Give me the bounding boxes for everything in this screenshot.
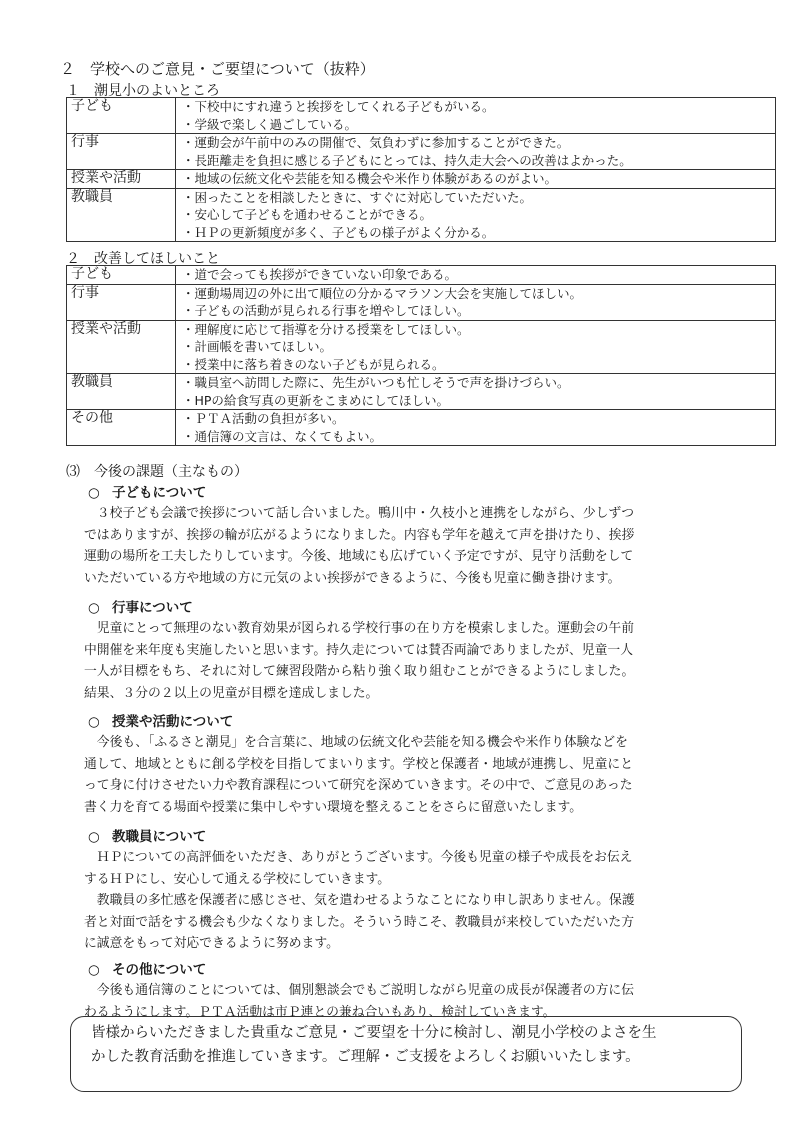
items-cell	[176, 410, 776, 446]
task-section-body	[84, 732, 774, 818]
task-section-title: 授業や活動について	[112, 714, 234, 730]
table-row	[67, 320, 776, 374]
task-section-body	[84, 503, 774, 589]
tasks-title: ⑶ 今後の課題（主なもの）	[66, 464, 248, 480]
task-section-heading	[88, 481, 774, 501]
circle-bullet-icon: ○	[88, 600, 100, 616]
items-cell	[176, 320, 776, 374]
table-row	[67, 188, 776, 242]
items-cell	[176, 134, 776, 170]
task-section	[84, 481, 774, 589]
list-item: ・子どもの活動が見られる行事を増やしてほしい。	[182, 303, 470, 318]
task-section-body	[84, 847, 774, 955]
body-line: 中開催を来年度も実施したいと思います。持久走については賛否両論でありましたが、児童一人	[84, 642, 633, 658]
circle-bullet-icon: ○	[88, 829, 100, 845]
body-line: に誠意をもって対応できるように努めます。	[84, 936, 339, 951]
body-line: 一人が目標をもち、それに対して練習段階から粘り強く取り組むことができるようにしました。	[84, 664, 635, 679]
body-line: 結果、３分の２以上の児童が目標を達成しました。	[84, 685, 379, 701]
table-row	[67, 134, 776, 170]
list-item: ・運動会が午前中のみの開催で、気負わずに参加することができた。	[182, 135, 570, 150]
category-cell: 授業や活動	[67, 320, 176, 374]
body-line: ＨＰについての高評価をいただき、ありがとうございます。今後も児童の様子や成長をお伝え	[84, 850, 633, 865]
task-section	[84, 825, 774, 955]
body-line: するＨＰにし、安心して通える学校にしていきます。	[84, 871, 391, 887]
list-item: ・下校中にすれ違うと挨拶をしてくれる子どもがいる。	[182, 99, 495, 114]
category-cell: 授業や活動	[67, 170, 176, 189]
table-row	[67, 98, 776, 134]
category-cell: 子ども	[67, 98, 176, 134]
list-item: ・安心して子どもを通わせることができる。	[182, 207, 433, 222]
main-heading: ２ 学校へのご意見・ご要望について（抜粋）	[60, 60, 375, 78]
good-points-title: １ 潮見小のよいところ	[66, 83, 220, 99]
body-line: 今後も通信簿のことについては、個別懇談会でもご説明しながら児童の成長が保護者の方に伝	[84, 983, 635, 998]
closing-line: 皆様からいただきました貴重なご意見・ご要望を十分に検討し、潮見小学校のよさを生	[91, 1025, 657, 1041]
list-item: ・HPの給食写真の更新をこまめにしてほしい。	[182, 392, 449, 408]
list-item: ・ＨＰの更新頻度が多く、子どもの様子がよく分かる。	[182, 224, 495, 240]
list-item: ・困ったことを相談したときに、すぐに対応していただいた。	[182, 189, 533, 205]
category-cell: その他	[67, 410, 176, 446]
list-item: ・授業中に落ち着きのない子どもが見られる。	[182, 356, 445, 372]
improvement-title: ２ 改善してほしいこと	[66, 251, 220, 267]
body-line: 今後も、「ふるさと潮見」を合言葉に、地域の伝統文化や芸能を知る機会や米作り体験などを	[84, 735, 628, 750]
category-cell: 子ども	[67, 266, 176, 285]
items-cell	[176, 266, 776, 285]
items-cell	[176, 188, 776, 242]
items-cell	[176, 374, 776, 410]
category-cell: 教職員	[67, 188, 176, 242]
task-section-title: 行事について	[112, 600, 193, 616]
task-section-title: その他について	[112, 962, 207, 978]
category-cell: 教職員	[67, 374, 176, 410]
task-section-heading	[88, 596, 774, 616]
body-line: 者と対面で話をする機会も少なくなりました。そういう時こそ、教職員が来校していただいた方	[84, 914, 635, 930]
body-line: 児童にとって無理のない教育効果が図られる学校行事の在り方を模索しました。運動会の午前	[84, 621, 635, 636]
body-line: 通して、地域とともに創る学校を目指してまいります。学校と保護者・地域が連携し、児童にと	[84, 756, 633, 772]
list-item: ・理解度に応じて指導を分ける授業をしてほしい。	[182, 321, 470, 337]
body-line: って身に付けさせたい力や教育課程について研究を深めていきます。その中で、ご意見のあった	[84, 778, 633, 793]
table-row	[67, 410, 776, 446]
category-cell: 行事	[67, 134, 176, 170]
task-section	[84, 710, 774, 818]
list-item: ・道で会っても挨拶ができていない印象である。	[182, 267, 458, 282]
body-line: ではありますが、挨拶の輪が広がるようになりました。内容も学年を越えて声を掛けたり、挨拶	[84, 527, 635, 543]
task-section	[84, 958, 774, 1023]
items-cell	[176, 98, 776, 134]
items-cell	[176, 284, 776, 320]
circle-bullet-icon: ○	[88, 714, 100, 730]
table-row	[67, 170, 776, 189]
list-item: ・長距離走を負担に感じる子どもにとっては、持久走大会への改善はよかった。	[182, 152, 632, 168]
body-line: わるようにします。ＰＴＡ活動は市Ｐ連との兼ね合いもあり、検討していきます。	[84, 1004, 556, 1020]
task-section-heading	[88, 825, 774, 845]
category-cell: 行事	[67, 284, 176, 320]
task-section-heading	[88, 710, 774, 730]
list-item: ・職員室へ訪問した際に、先生がいつも忙しそうで声を掛けづらい。	[182, 375, 570, 390]
table-row	[67, 284, 776, 320]
circle-bullet-icon: ○	[88, 962, 100, 978]
good-points-table	[66, 97, 776, 242]
list-item: ・学級で楽しく過ごしている。	[182, 116, 358, 132]
body-line: ３校子ども会議で挨拶について話し合いました。鴨川中・久枝小と連携をしながら、少しずつ	[84, 506, 635, 521]
list-item: ・通信簿の文言は、なくてもよい。	[182, 428, 383, 444]
improvement-table	[66, 265, 776, 446]
circle-bullet-icon: ○	[88, 485, 100, 501]
list-item: ・計画帳を書いてほしい。	[182, 339, 333, 354]
list-item: ・地域の伝統文化や芸能を知る機会や米作り体験があるのがよい。	[182, 171, 558, 186]
closing-message-box	[70, 1016, 742, 1092]
body-line: 運動の場所を工夫したりしています。今後、地域にも広げていく予定ですが、見守り活動をして	[84, 549, 634, 564]
table-row	[67, 266, 776, 285]
body-line: 書く力を育てる場面や授業に集中しやすい環境を整えることをさらに留意いたします。	[84, 799, 583, 815]
items-cell	[176, 170, 776, 189]
body-line: 教職員の多忙感を保護者に感じさせ、気を遣わせるようなことになり申し訳ありません。保護	[84, 893, 635, 908]
body-line: いただいている方や地域の方に元気のよい挨拶ができるように、今後も児童に働き掛けます。	[84, 570, 621, 586]
list-item: ・運動場周辺の外に出て順位の分かるマラソン大会を実施してほしい。	[182, 285, 583, 301]
task-section-body	[84, 618, 774, 704]
task-section-title: 子どもについて	[112, 485, 207, 501]
table-row	[67, 374, 776, 410]
task-section	[84, 596, 774, 704]
task-section-heading	[88, 958, 774, 978]
closing-line: かした教育活動を推進していきます。ご理解・ご支援をよろしくお願いいたします。	[91, 1049, 640, 1065]
list-item: ・ＰＴＡ活動の負担が多い。	[182, 411, 345, 426]
task-section-title: 教職員について	[112, 829, 207, 845]
